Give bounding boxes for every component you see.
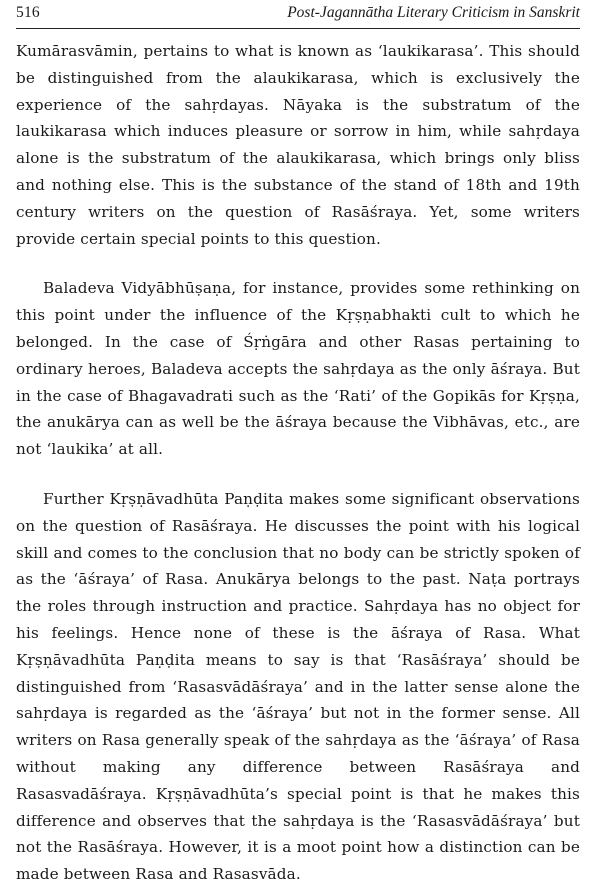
running-title: Post-Jagannātha Literary Criticism in Sanskrit [287,4,580,21]
body-text [16,38,580,888]
running-head [16,4,580,29]
paragraph-krsnavadhuta: Further Kṛṣṇāvadhūta Paṇḍita makes some significant observations on the question of Rasāśraya. He discusses the point with his logical skill and comes to the conclusion that no body can be strictly spoken of as the ‘āśraya’ of Rasa. Anukārya belongs to the past. Naṭa portrays the roles through instruction and practice. Sahṛdaya has no object for his feelings. Hence none of these is the āśraya of Rasa. What Kṛṣṇāvadhūta Paṇḍita means to say is that ‘Rasāśraya’ should be distinguished from ‘Rasasvādāśraya’ and in the latter sense alone the sahṛdaya is regarded as the ‘āśraya’ but not in the former sense. All writers on Rasa generally speak of the sahṛdaya as the ‘āśraya’ of Rasa without making any difference between Rasāśraya and Rasasvadāśraya. Kṛṣṇāvadhūta’s special point is that he makes this difference and observes that the sahṛdaya is the ‘Rasasvādāśraya’ but not the Rasāśraya. However, it is a moot point how a distinction can be made between Rasa and Rasasvāda. [16,489,580,884]
paragraph-baladeva: Baladeva Vidyābhūṣaṇa, for instance, provides some rethinking on this point under the influence of the Kṛṣṇabhakti cult to which he belonged. In the case of Śṛṅgāra and other Rasas pertaining to ordinary heroes, Baladeva accepts the sahṛdaya as the only āśraya. But in the case of Bhagavadrati such as the ‘Rati’ of the Gopikās for Kṛṣṇa, the anukārya can as well be the āśraya because the Vibhāvas, etc., are not ‘laukika’ at all. [16,279,580,459]
paragraph-continued: Kumārasvāmin, pertains to what is known as ‘laukikarasa’. This should be distinguished from the alaukikarasa, which is exclusively the experience of the sahṛdayas. Nāyaka is the substratum of the laukikarasa which induces pleasure or sorrow in him, while sahṛdaya alone is the substratum of the alaukikarasa, which brings only bliss and nothing else. This is the substance of the stand of 18th and 19th century writers on the question of Rasāśraya. Yet, some writers provide certain special points to this question. [16,42,580,248]
page-number: 516 [16,4,40,21]
